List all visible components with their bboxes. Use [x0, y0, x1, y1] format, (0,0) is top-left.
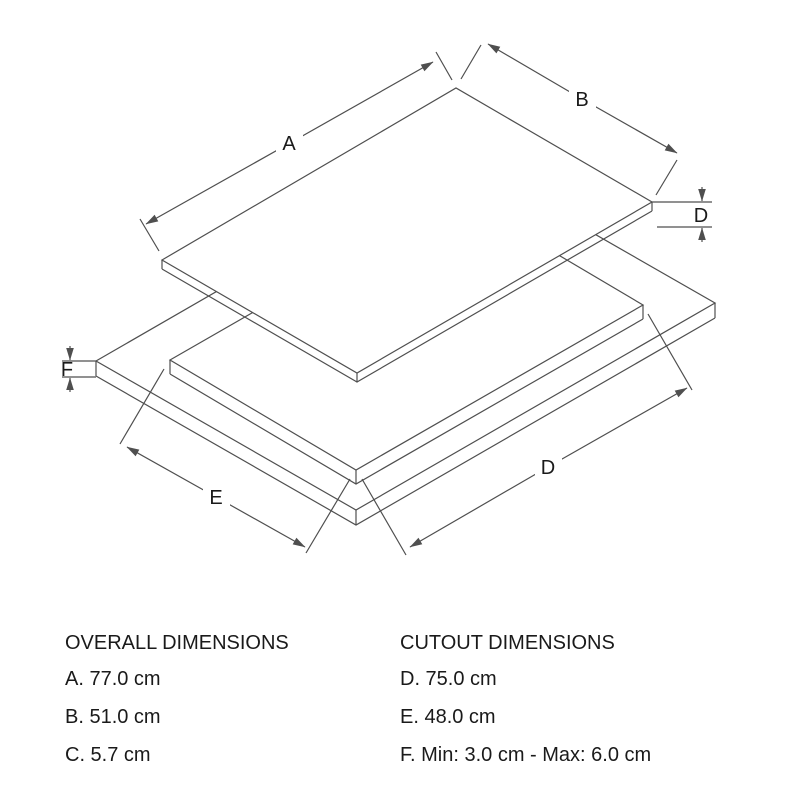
overall-dimension-c: C. 5.7 cm: [65, 744, 151, 766]
dim-panel-thickness: [652, 187, 712, 242]
dim-counter-thickness: [61, 346, 96, 392]
overall-dimensions-column: [65, 626, 289, 774]
overall-dimensions-title: OVERALL DIMENSIONS: [65, 632, 289, 654]
cutout-dimension-e: E. 48.0 cm: [400, 706, 496, 728]
dim-label-panel-thickness: D: [693, 205, 709, 227]
cutout-dimensions-title: CUTOUT DIMENSIONS: [400, 632, 615, 654]
cutout-dimension-d: D. 75.0 cm: [400, 668, 497, 690]
cutout-dimensions-column: [400, 626, 651, 774]
dim-label-a: A: [282, 133, 296, 155]
dim-label-e: E: [209, 487, 223, 509]
dim-label-counter-thickness: F: [60, 359, 74, 381]
overall-dimension-b: B. 51.0 cm: [65, 706, 161, 728]
overall-dimension-a: A. 77.0 cm: [65, 668, 161, 690]
dim-label-d: D: [540, 457, 556, 479]
dim-label-b: B: [575, 89, 589, 111]
cutout-dimension-f: F. Min: 3.0 cm - Max: 6.0 cm: [400, 744, 652, 766]
